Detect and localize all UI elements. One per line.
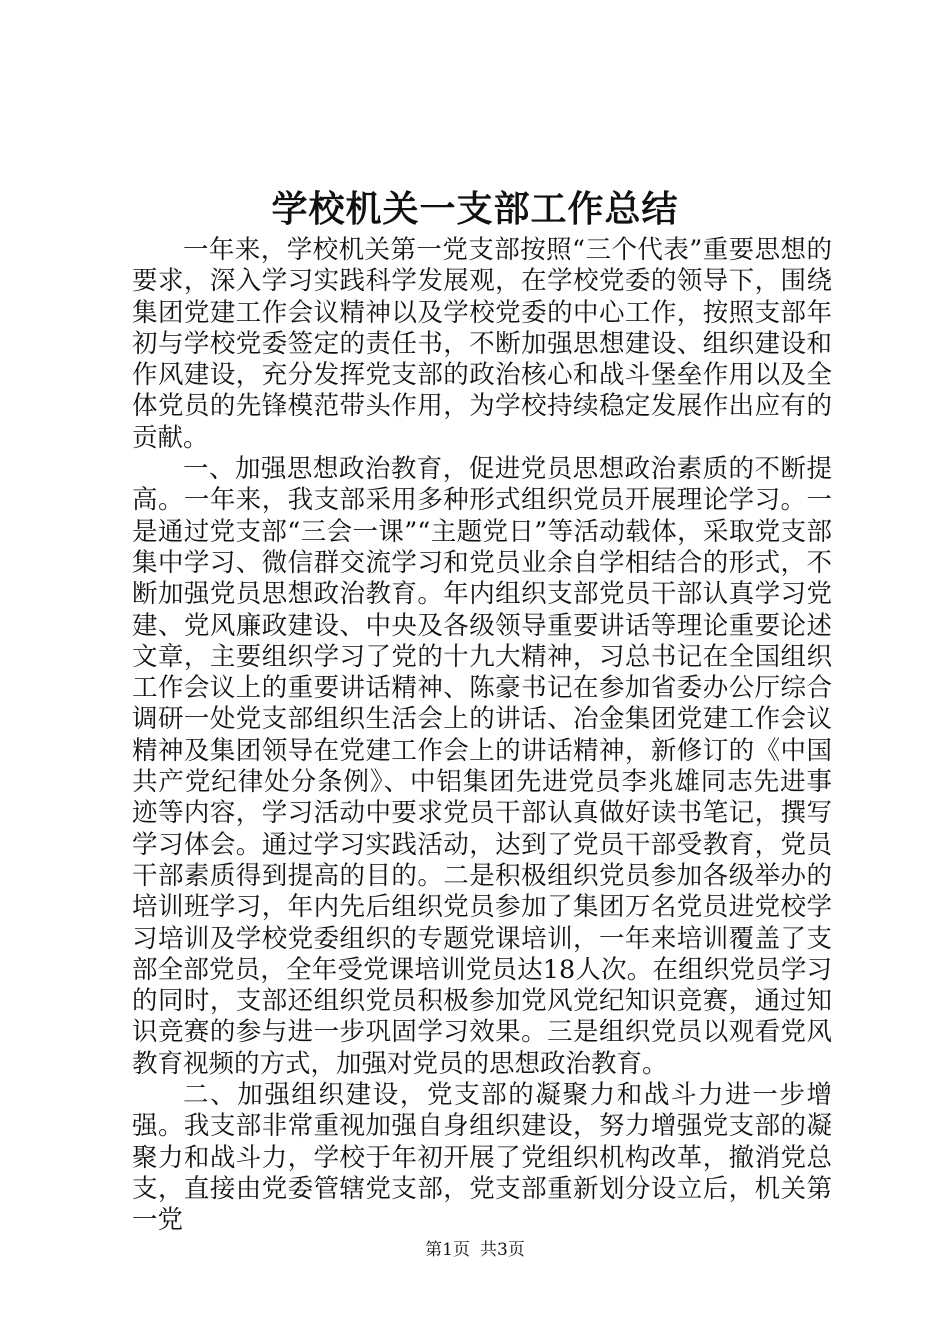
document-body [132,235,832,1237]
document-title: 学校机关一支部工作总结 [271,188,679,230]
page-number: 第1页 [425,1240,470,1260]
paragraph-section-1: 一、加强思想政治教育，促进党员思想政治素质的不断提高。一年来，我支部采用多种形式组织党员开展理论学习。一是通过党支部“三会一课”“主题党日”等活动载体，采取党支部集中学习、微信群交流学习和党员业余自学相结合的形式，不断加强党员思想政治教育。年内组织支部党员干部认真学习党建、党风廉政建设、中央及各级领导重要讲话等理论重要论述文章，主要组织学习了党的十九大精神，习总书记在全国组织工作会议上的重要讲话精神、陈豪书记在参加省委办公厅综合调研一处党支部组织生活会上的讲话、冶金集团党建工作会议精神及集团领导在党建工作会上的讲话精神，新修订的《中国共产党纪律处分条例》、中铝集团先进党员李兆雄同志先进事迹等内容，学习活动中要求党员干部认真做好读书笔记，撰写学习体会。通过学习实践活动，达到了党员干部受教育，党员干部素质得到提高的目的。二是积极组织党员参加各级举办的培训班学习，年内先后组织党员参加了集团万名党员进党校学习培训及学校党委组织的专题党课培训，一年来培训覆盖了支部全部党员，全年受党课培训党员达18人次。在组织党员学习的同时，支部还组织党员积极参加党风党纪知识竞赛，通过知识竞赛的参与进一步巩固学习效果。三是组织党员以观看党风教育视频的方式，加强对党员的思想政治教育。 [132,454,832,1079]
paragraph-section-2: 二、加强组织建设，党支部的凝聚力和战斗力进一步增强。我支部非常重视加强自身组织建设，努力增强党支部的凝聚力和战斗力，学校于年初开展了党组织机构改革，撤消党总支，直接由党委管辖党支部，党支部重新划分设立后，机关第一党 [132,1080,832,1236]
page-total: 共3页 [480,1240,525,1260]
paragraph-intro: 一年来，学校机关第一党支部按照“三个代表”重要思想的要求，深入学习实践科学发展观，在学校党委的领导下，围绕集团党建工作会议精神以及学校党委的中心工作，按照支部年初与学校党委签定的责任书，不断加强思想建设、组织建设和作风建设，充分发挥党支部的政治核心和战斗堡垒作用以及全体党员的先锋模范带头作用，为学校持续稳定发展作出应有的贡献。 [132,235,832,453]
page-footer [0,1238,950,1262]
